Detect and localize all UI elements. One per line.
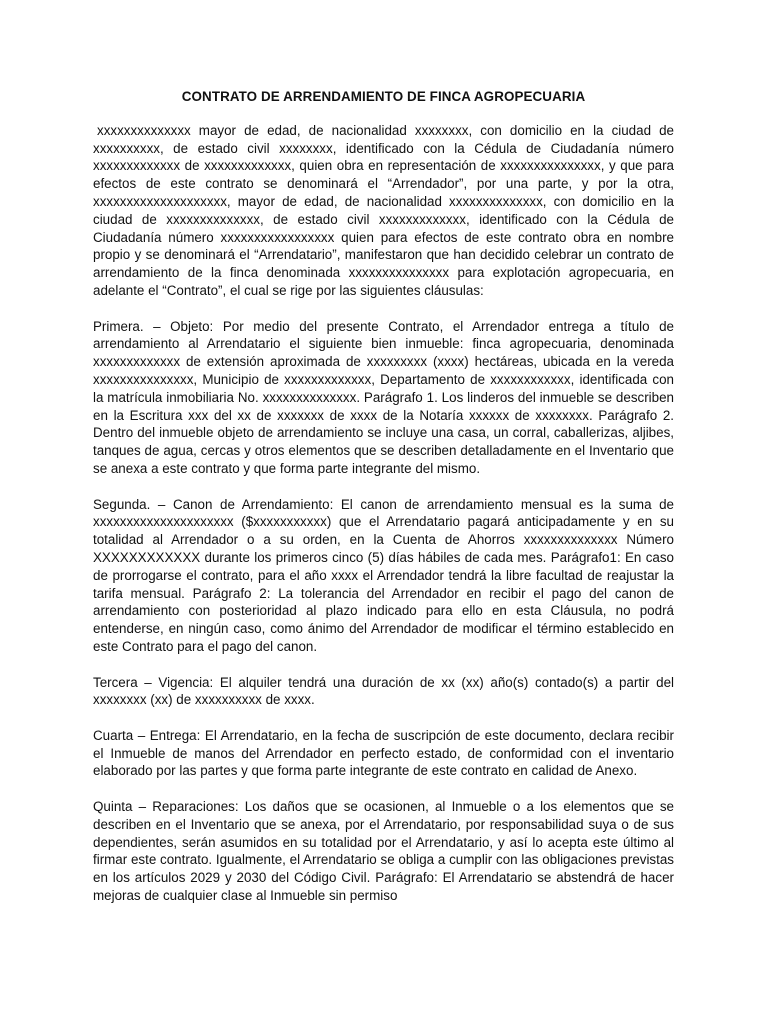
clause-tercera-vigencia: Tercera – Vigencia: El alquiler tendrá una duración de xx (xx) año(s) contado(s) a partir del xxxxxxxx (xx) de xxxxxxxxxx de xxxx. bbox=[93, 674, 674, 708]
clause-segunda-canon: Segunda. – Canon de Arrendamiento: El canon de arrendamiento mensual es la suma de xxxxxxxxxxxxxxxxxxxxx ($xxxxxxxxxxx) que el Arrendatario pagará anticipadamente y en su totalidad al Arrendador o a su orden, en la Cuenta de Ahorros xxxxxxxxxxxxxx Número XXXXXXXXXXXX durante los primeros cinco (5) días hábiles de cada mes. Parágrafo1: En caso de prorrogarse el contrato, para el año xxxx el Arrendador tendrá la libre facultad de reajustar la tarifa mensual. Parágrafo 2: La tolerancia del Arrendador en recibir el pago del canon de arrendamiento con posterioridad al plazo indicado para ello en esta Cláusula, no podrá entenderse, en ningún caso, como ánimo del Arrendador de modificar el término establecido en este Contrato para el pago del canon. bbox=[93, 496, 674, 654]
clause-cuarta-entrega: Cuarta – Entrega: El Arrendatario, en la fecha de suscripción de este documento, declara recibir el Inmueble de manos del Arrendador en perfecto estado, de conformidad con el inventario elaborado por las partes y que forma parte integrante de este contrato en calidad de Anexo. bbox=[93, 727, 674, 779]
document-body bbox=[93, 88, 674, 923]
paragraph-parties: xxxxxxxxxxxxxx mayor de edad, de nacionalidad xxxxxxxx, con domicilio en la ciudad de xxxxxxxxxx, de estado civil xxxxxxxx, identificado con la Cédula de Ciudadanía número xxxxxxxxxxxxx de xxxxxxxxxxxxx, quien obra en representación de xxxxxxxxxxxxxxx, y que para efectos de este contrato se denominará el “Arrendador”, por una parte, y por la otra, xxxxxxxxxxxxxxxxxxxx, mayor de edad, de nacionalidad xxxxxxxxxxxxxx, con domicilio en la ciudad de xxxxxxxxxxxxxx, de estado civil xxxxxxxxxxxxx, identificado con la Cédula de Ciudadanía número xxxxxxxxxxxxxxxxx quien para efectos de este contrato obra en nombre propio y se denominará el “Arrendatario”, manifestaron que han decidido celebrar un contrato de arrendamiento de la finca denominada xxxxxxxxxxxxxxx para explotación agropecuaria, en adelante el “Contrato”, el cual se rige por las siguientes cláusulas: bbox=[93, 122, 674, 298]
document-title: CONTRATO DE ARRENDAMIENTO DE FINCA AGROPECUARIA bbox=[181, 89, 586, 104]
clause-primera-objeto: Primera. – Objeto: Por medio del presente Contrato, el Arrendador entrega a título de arrendamiento al Arrendatario el siguiente bien inmueble: finca agropecuaria, denominada xxxxxxxxxxxxx de extensión aproximada de xxxxxxxxx (xxxx) hectáreas, ubicada en la vereda xxxxxxxxxxxxxxx, Municipio de xxxxxxxxxxxxx, Departamento de xxxxxxxxxxxx, identificada con la matrícula inmobiliaria No. xxxxxxxxxxxxxx. Parágrafo 1. Los linderos del inmueble se describen en la Escritura xxx del xx de xxxxxxx de xxxx de la Notaría xxxxxx de xxxxxxxx. Parágrafo 2. Dentro del inmueble objeto de arrendamiento se incluye una casa, un corral, caballerizas, aljibes, tanques de agua, cercas y otros elementos que se describen detalladamente en el Inventario que se anexa a este contrato y que forma parte integrante del mismo. bbox=[93, 318, 674, 476]
clause-quinta-reparaciones: Quinta – Reparaciones: Los daños que se ocasionen, al Inmueble o a los elementos que se describen en el Inventario que se anexa, por el Arrendatario, por responsabilidad suya o de sus dependientes, serán asumidos en su totalidad por el Arrendatario, y así lo acepta este último al firmar este contrato. Igualmente, el Arrendatario se obliga a cumplir con las obligaciones previstas en los artículos 2029 y 2030 del Código Civil. Parágrafo: El Arrendatario se abstendrá de hacer mejoras de cualquier clase al Inmueble sin permiso bbox=[93, 799, 674, 904]
